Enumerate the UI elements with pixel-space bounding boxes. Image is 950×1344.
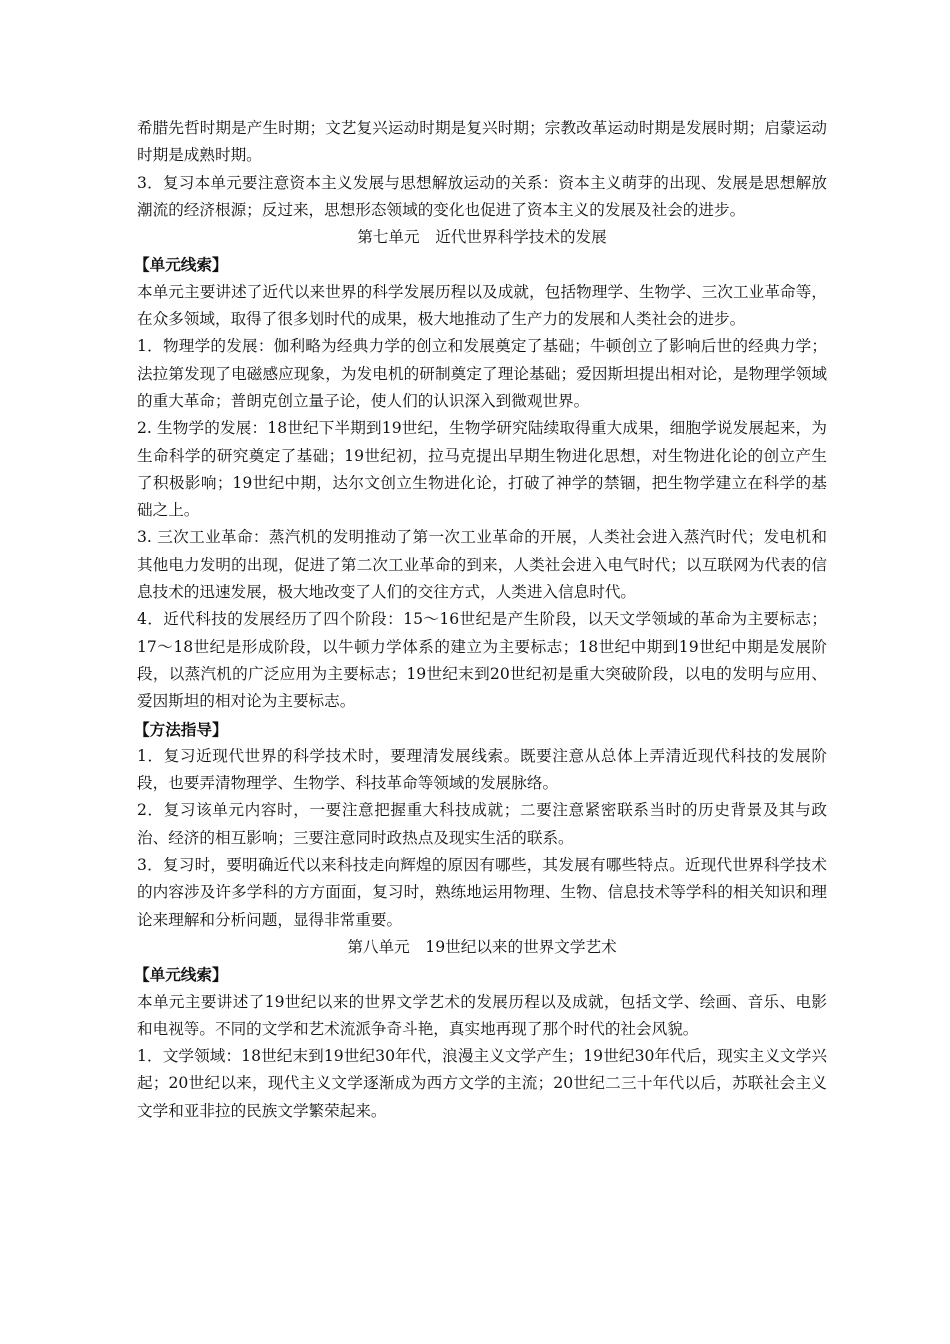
unit7-clue-item-2: 2. 生物学的发展：18世纪下半期到19世纪，生物学研究陆续取得重大成果，细胞学说发展起来，为生命科学的研究奠定了基础；19世纪初，拉马克提出早期生物进化思想，对生物进化论的创立产生了积极影响；19世纪中期，达尔文创立生物进化论，打破了神学的禁锢，把生物学建立在科学的基础之上。 [137,419,827,520]
unit7-clue-item-1: 1．物理学的发展：伽利略为经典力学的创立和发展奠定了基础；牛顿创立了影响后世的经典力学；法拉第发现了电磁感应现象，为发电机的研制奠定了理论基础；爱因斯坦提出相对论，是物理学领域的重大革命；普朗克创立量子论，使人们的认识深入到微观世界。 [137,337,827,410]
unit7-method-label: 【方法指导】 [134,719,228,739]
intro-paragraph-1: 希腊先哲时期是产生时期；文艺复兴运动时期是复兴时期；宗教改革运动时期是发展时期；启蒙运动时期是成熟时期。 [137,119,827,165]
unit8-clue-intro: 本单元主要讲述了19世纪以来的世界文学艺术的发展历程以及成就，包括文学、绘画、音乐、电影和电视等。不同的文学和艺术流派争奇斗艳，真实地再现了那个时代的社会风貌。 [137,992,827,1038]
unit7-clue-item-3: 3. 三次工业革命：蒸汽机的发明推动了第一次工业革命的开展，人类社会进入蒸汽时代；发电机和其他电力发明的出现，促进了第二次工业革命的到来，人类社会进入电气时代；以互联网为代表的信息技术的迅速发展，极大地改变了人们的交往方式，人类进入信息时代。 [137,528,827,602]
unit7-clue-intro: 本单元主要讲述了近代以来世界的科学发展历程以及成就，包括物理学、生物学、三次工业革命等，在众多领域，取得了很多划时代的成果，极大地推动了生产力的发展和人类社会的进步。 [137,282,827,329]
intro-paragraph-2: 3．复习本单元要注意资本主义发展与思想解放运动的关系：资本主义萌芽的出现、发展是思想解放潮流的经济根源；反过来，思想形态领域的变化也促进了资本主义的发展及社会的进步。 [137,173,827,219]
unit7-method-item-3: 3．复习时，要明确近代以来科技走向辉煌的原因有哪些，其发展有哪些特点。近现代世界科学技术的内容涉及许多学科的方方面面，复习时，熟练地运用物理、生物、信息技术等学科的相关知识和理论来理解和分析问题，显得非常重要。 [137,856,827,929]
unit7-clue-item-4: 4．近代科技的发展经历了四个阶段：15～16世纪是产生阶段，以天文学领域的革命为主要标志；17～18世纪是形成阶段，以牛顿力学体系的建立为主要标志；18世纪中期到19世纪中期是发展阶段，以蒸汽机的广泛应用为主要标志；19世纪末到20世纪初是重大突破阶段，以电的发明与应用、爱因斯坦的相对论为主要标志。 [137,610,827,711]
unit7-method-item-1: 1．复习近现代世界的科学技术时，要理清发展线索。既要注意从总体上弄清近现代科技的发展阶段，也要弄清物理学、生物学、科技革命等领域的发展脉络。 [137,746,827,793]
unit7-title: 第七单元 近代世界科学技术的发展 [357,228,607,247]
unit8-title: 第八单元 19世纪以来的世界文学艺术 [347,937,617,956]
unit7-clue-label: 【单元线索】 [134,255,228,275]
unit7-method-item-2: 2．复习该单元内容时，一要注意把握重大科技成就；二要注意紧密联系当时的历史背景及其与政治、经济的相互影响；三要注意同时政热点及现实生活的联系。 [137,801,827,847]
unit8-clue-label: 【单元线索】 [134,965,228,985]
document-page [134,115,827,1125]
unit8-clue-item-1: 1．文学领域：18世纪末到19世纪30年代，浪漫主义文学产生；19世纪30年代后，现实主义文学兴起；20世纪以来，现代主义文学逐渐成为西方文学的主流；20世纪二三十年代以后，苏联社会主义文学和亚非拉的民族文学繁荣起来。 [137,1047,827,1120]
